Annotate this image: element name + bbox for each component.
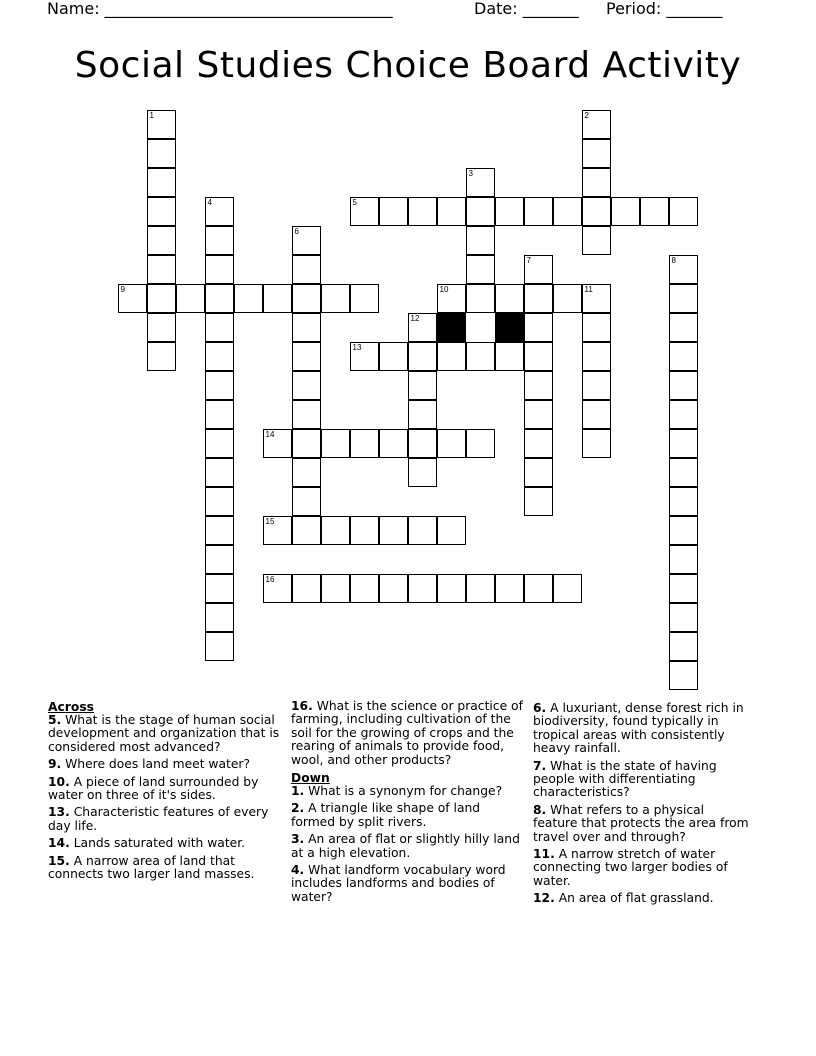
- grid-cell[interactable]: [466, 574, 495, 603]
- grid-cell[interactable]: [408, 342, 437, 371]
- grid-cell[interactable]: [147, 226, 176, 255]
- grid-cell[interactable]: [292, 574, 321, 603]
- clue-text: What is the science or practice of farming, including cultivation of the soil for the growing of crops and the rearing of animals to provide food, wool, and other products?: [291, 699, 523, 767]
- grid-cell[interactable]: [147, 139, 176, 168]
- grid-cell[interactable]: [466, 197, 495, 226]
- clue-text: What is the state of having people with differentiating characteristics?: [533, 758, 717, 800]
- grid-cell[interactable]: [669, 487, 698, 516]
- grid-cell[interactable]: [205, 342, 234, 371]
- clue-number: 5.: [48, 713, 62, 727]
- grid-cell[interactable]: [350, 429, 379, 458]
- grid-cell[interactable]: [205, 603, 234, 632]
- grid-cell[interactable]: [582, 400, 611, 429]
- clue-text: An area of flat or slightly hilly land at a high elevation.: [291, 832, 520, 860]
- clue-number: 3.: [291, 832, 305, 847]
- grid-cell[interactable]: [669, 400, 698, 429]
- grid-cell[interactable]: [466, 255, 495, 284]
- clue: [533, 892, 751, 905]
- grid-cell[interactable]: [147, 110, 176, 139]
- grid-cell[interactable]: [669, 429, 698, 458]
- grid-cell[interactable]: [582, 313, 611, 342]
- cell-number: 2: [584, 111, 589, 120]
- grid-cell[interactable]: [118, 284, 147, 313]
- cell-number: 5: [352, 198, 357, 207]
- grid-cell[interactable]: [524, 458, 553, 487]
- clues-column-1: [48, 700, 284, 885]
- grid-cell[interactable]: [350, 284, 379, 313]
- grid-cell[interactable]: [147, 342, 176, 371]
- grid-cell[interactable]: [408, 429, 437, 458]
- clue-text: A narrow area of land that connects two larger land masses.: [48, 853, 255, 882]
- clue-text: A triangle like shape of land formed by split rivers.: [291, 801, 481, 829]
- clue-number: 2.: [291, 801, 305, 816]
- clue-text: Where does land meet water?: [61, 757, 250, 772]
- grid-cell[interactable]: [582, 139, 611, 168]
- grid-cell[interactable]: [147, 197, 176, 226]
- grid-cell[interactable]: [292, 284, 321, 313]
- clue-number: 14.: [48, 836, 70, 851]
- grid-cell[interactable]: [669, 342, 698, 371]
- down-clue-list-continued: [533, 702, 751, 906]
- across-clue-list-continued: [291, 700, 523, 767]
- grid-cell[interactable]: [408, 574, 437, 603]
- date-field[interactable]: Date: _______: [474, 0, 579, 18]
- clue: [48, 714, 284, 754]
- grid-cell[interactable]: [321, 516, 350, 545]
- grid-cell[interactable]: [582, 226, 611, 255]
- cell-number: 1: [149, 111, 154, 120]
- grid-cell[interactable]: [466, 226, 495, 255]
- grid-cell[interactable]: [582, 197, 611, 226]
- grid-cell[interactable]: [234, 284, 263, 313]
- grid-cell[interactable]: [379, 429, 408, 458]
- clue-text: What landform vocabulary word includes landforms and bodies of water?: [291, 863, 506, 904]
- clue-text: What is the stage of human social development and organization that is considered most advanced?: [48, 713, 280, 754]
- clue: [291, 700, 523, 767]
- grid-cell[interactable]: [669, 458, 698, 487]
- clue-text: A piece of land surrounded by water on three of it's sides.: [48, 774, 259, 803]
- grid-cell[interactable]: [205, 197, 234, 226]
- grid-cell[interactable]: [292, 516, 321, 545]
- grid-cell[interactable]: [524, 284, 553, 313]
- grid-cell[interactable]: [292, 487, 321, 516]
- grid-cell[interactable]: [350, 516, 379, 545]
- clue-number: 9.: [48, 757, 62, 772]
- grid-cell[interactable]: [350, 197, 379, 226]
- period-field[interactable]: Period: _______: [606, 0, 723, 18]
- across-clue-list: [48, 714, 284, 881]
- grid-cell[interactable]: [147, 168, 176, 197]
- grid-cell[interactable]: [292, 342, 321, 371]
- grid-cell[interactable]: [495, 284, 524, 313]
- down-heading: Down: [291, 771, 330, 786]
- clue-number: 16.: [291, 699, 313, 713]
- clue-number: 6.: [533, 701, 547, 715]
- cell-number: 7: [526, 256, 531, 265]
- cell-number: 11: [584, 285, 593, 294]
- clue-text: What is a synonym for change?: [304, 784, 503, 799]
- clue-text: A luxuriant, dense forest rich in biodiversity, found typically in tropical areas with consistently heavy rainfall.: [533, 701, 744, 756]
- grid-cell[interactable]: [524, 574, 553, 603]
- clue-number: 4.: [291, 863, 305, 878]
- cell-number: 14: [265, 430, 275, 439]
- across-heading: Across: [48, 700, 94, 714]
- grid-cell[interactable]: [379, 574, 408, 603]
- clue: [291, 785, 523, 798]
- clue-text: What refers to a physical feature that protects the area from travel over and through?: [533, 802, 749, 844]
- clue: [533, 848, 751, 888]
- grid-cell[interactable]: [466, 342, 495, 371]
- clue-number: 15.: [48, 853, 70, 868]
- grid-cell[interactable]: [524, 342, 553, 371]
- grid-cell[interactable]: [176, 284, 205, 313]
- grid-cell[interactable]: [350, 342, 379, 371]
- clue: [291, 802, 523, 829]
- name-field[interactable]: Name: ____________________________________: [47, 0, 393, 18]
- grid-cell[interactable]: [466, 168, 495, 197]
- grid-cell[interactable]: [669, 545, 698, 574]
- clue: [48, 806, 284, 833]
- grid-cell[interactable]: [466, 429, 495, 458]
- clue: [48, 758, 284, 771]
- grid-cell[interactable]: [292, 458, 321, 487]
- grid-cell[interactable]: [437, 342, 466, 371]
- grid-cell[interactable]: [321, 574, 350, 603]
- grid-cell[interactable]: [205, 400, 234, 429]
- grid-cell[interactable]: [408, 400, 437, 429]
- clue-text: Characteristic features of every day life.: [48, 805, 269, 833]
- grid-cell[interactable]: [669, 661, 698, 690]
- clues-column-3: [533, 702, 751, 910]
- grid-cell[interactable]: [292, 255, 321, 284]
- grid-cell[interactable]: [321, 429, 350, 458]
- grid-cell[interactable]: [669, 516, 698, 545]
- grid-cell[interactable]: [582, 429, 611, 458]
- grid-cell[interactable]: [408, 458, 437, 487]
- grid-cell[interactable]: [292, 400, 321, 429]
- grid-cell[interactable]: [553, 197, 582, 226]
- grid-cell[interactable]: [408, 371, 437, 400]
- grid-cell[interactable]: [205, 255, 234, 284]
- grid-cell[interactable]: [524, 197, 553, 226]
- grid-cell[interactable]: [205, 487, 234, 516]
- grid-cell[interactable]: [669, 632, 698, 661]
- grid-cell[interactable]: [495, 574, 524, 603]
- grid-cell[interactable]: [437, 284, 466, 313]
- grid-cell[interactable]: [437, 197, 466, 226]
- grid-cell[interactable]: [292, 371, 321, 400]
- grid-cell[interactable]: [263, 516, 292, 545]
- grid-cell[interactable]: [495, 197, 524, 226]
- cell-number: 9: [120, 285, 125, 294]
- grid-cell[interactable]: [147, 284, 176, 313]
- cell-number: 12: [410, 314, 420, 323]
- grid-cell[interactable]: [466, 284, 495, 313]
- grid-cell[interactable]: [379, 516, 408, 545]
- grid-cell[interactable]: [524, 487, 553, 516]
- grid-cell[interactable]: [582, 110, 611, 139]
- grid-cell[interactable]: [669, 371, 698, 400]
- grid-cell[interactable]: [495, 342, 524, 371]
- clue-number: 13.: [48, 805, 70, 820]
- grid-cell[interactable]: [669, 255, 698, 284]
- clue-number: 8.: [533, 802, 547, 817]
- grid-cell[interactable]: [669, 603, 698, 632]
- cell-number: 16: [265, 575, 275, 584]
- clue: [291, 864, 523, 904]
- grid-cell[interactable]: [292, 313, 321, 342]
- grid-cell[interactable]: [263, 429, 292, 458]
- grid-cell[interactable]: [669, 574, 698, 603]
- grid-cell[interactable]: [205, 284, 234, 313]
- grid-cell[interactable]: [292, 429, 321, 458]
- clue-text: An area of flat grassland.: [554, 891, 714, 906]
- grid-cell[interactable]: [611, 197, 640, 226]
- grid-cell[interactable]: [524, 400, 553, 429]
- grid-cell[interactable]: [669, 197, 698, 226]
- clues-column-2: [291, 700, 523, 908]
- grid-cell[interactable]: [640, 197, 669, 226]
- cell-number: 8: [671, 256, 676, 265]
- grid-cell[interactable]: [147, 255, 176, 284]
- cell-number: 13: [352, 343, 362, 352]
- grid-cell[interactable]: [321, 284, 350, 313]
- grid-cell[interactable]: [524, 255, 553, 284]
- grid-cell[interactable]: [147, 313, 176, 342]
- cell-number: 4: [207, 198, 212, 207]
- grid-cell[interactable]: [263, 574, 292, 603]
- clue: [533, 804, 751, 844]
- grid-cell[interactable]: [582, 168, 611, 197]
- clue: [48, 837, 284, 850]
- grid-cell[interactable]: [205, 632, 234, 661]
- grid-cell[interactable]: [379, 342, 408, 371]
- grid-cell[interactable]: [205, 371, 234, 400]
- grid-cell[interactable]: [553, 284, 582, 313]
- grid-cell[interactable]: [437, 516, 466, 545]
- clue: [291, 833, 523, 860]
- grid-cell[interactable]: [553, 574, 582, 603]
- grid-cell[interactable]: [263, 284, 292, 313]
- grid-cell[interactable]: [524, 429, 553, 458]
- grid-cell[interactable]: [379, 197, 408, 226]
- grid-cell[interactable]: [582, 284, 611, 313]
- down-clue-list: [291, 785, 523, 904]
- grid-cell[interactable]: [408, 197, 437, 226]
- grid-cell[interactable]: [437, 574, 466, 603]
- grid-cell[interactable]: [437, 429, 466, 458]
- clue: [533, 760, 751, 800]
- grid-cell[interactable]: [205, 574, 234, 603]
- black-cell: [437, 313, 466, 342]
- grid-cell[interactable]: [205, 516, 234, 545]
- cell-number: 3: [468, 169, 473, 178]
- page-title: Social Studies Choice Board Activity: [74, 45, 742, 86]
- clue-number: 7.: [533, 758, 547, 773]
- cell-number: 6: [294, 227, 299, 236]
- clue: [48, 855, 284, 882]
- grid-cell[interactable]: [205, 545, 234, 574]
- grid-cell[interactable]: [408, 313, 437, 342]
- grid-cell[interactable]: [205, 429, 234, 458]
- grid-cell[interactable]: [205, 458, 234, 487]
- grid-cell[interactable]: [669, 313, 698, 342]
- grid-cell[interactable]: [292, 226, 321, 255]
- clue-text: Lands saturated with water.: [69, 836, 246, 851]
- black-cell: [495, 313, 524, 342]
- grid-cell[interactable]: [205, 313, 234, 342]
- grid-cell[interactable]: [524, 313, 553, 342]
- grid-cell[interactable]: [524, 371, 553, 400]
- cell-number: 15: [265, 517, 275, 526]
- clue: [533, 702, 751, 756]
- grid-cell[interactable]: [408, 516, 437, 545]
- clue-number: 12.: [533, 891, 555, 906]
- grid-cell[interactable]: [350, 574, 379, 603]
- grid-cell[interactable]: [205, 226, 234, 255]
- grid-cell[interactable]: [582, 371, 611, 400]
- clue-text: A narrow stretch of water connecting two larger bodies of water.: [533, 847, 728, 888]
- clue-number: 1.: [291, 784, 305, 799]
- clue-number: 10.: [48, 774, 70, 789]
- cell-number: 10: [439, 285, 449, 294]
- clue-number: 11.: [533, 847, 555, 862]
- grid-cell[interactable]: [582, 342, 611, 371]
- clue: [48, 776, 284, 803]
- grid-cell[interactable]: [669, 284, 698, 313]
